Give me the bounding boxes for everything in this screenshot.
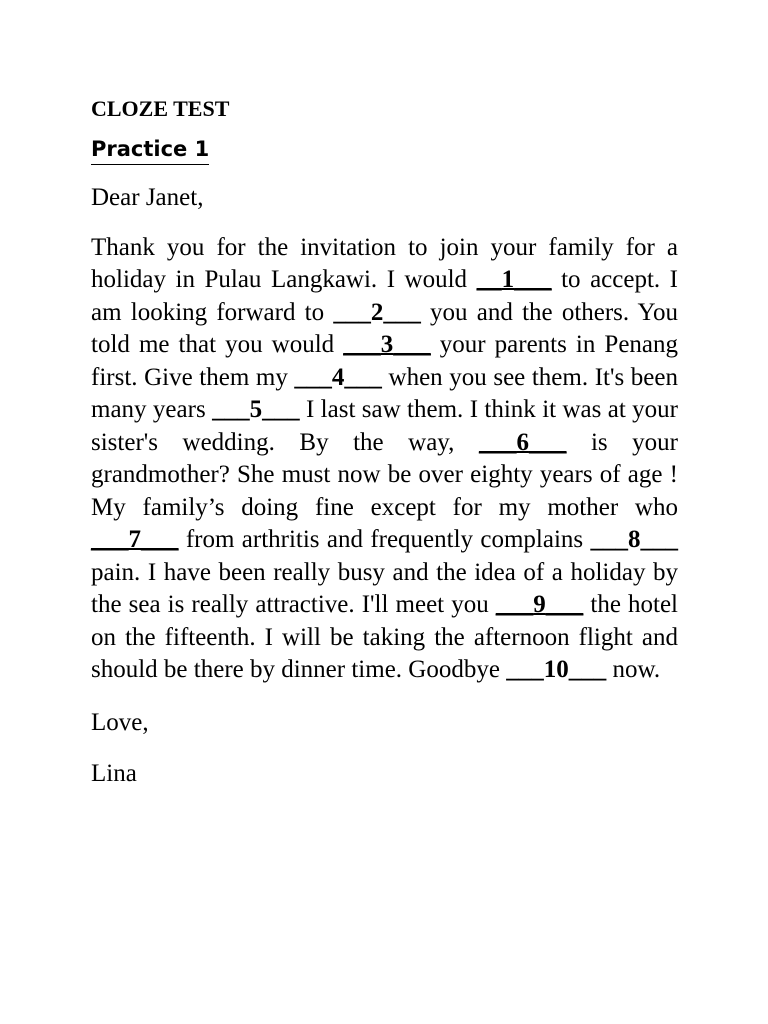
letter-text: Thank you for the invitation to join your family for a holiday in Pulau Langkawi. I would bbox=[91, 233, 678, 293]
letter-greeting: Dear Janet, bbox=[91, 184, 204, 211]
blank-number: 2 bbox=[370, 298, 384, 326]
blank-line: ___ bbox=[640, 526, 678, 553]
blank-number: 5 bbox=[249, 396, 263, 423]
letter-text: from arthritis and frequently complains bbox=[178, 526, 591, 553]
blank-line: ___ bbox=[91, 526, 129, 553]
blank-line: ___ bbox=[333, 298, 371, 326]
blank-10 bbox=[506, 656, 606, 683]
practice-heading: Practice 1 bbox=[91, 135, 209, 165]
letter-text: now. bbox=[606, 656, 661, 683]
blank-9 bbox=[496, 591, 584, 618]
blank-line: ___ bbox=[545, 591, 584, 618]
blank-line: ___ bbox=[528, 428, 567, 456]
blank-line: ___ bbox=[212, 396, 250, 423]
blank-3 bbox=[343, 331, 431, 358]
letter-text: I last saw them. I think it was at your sister's wedding. By the way, bbox=[91, 396, 678, 456]
blank-1 bbox=[477, 266, 552, 293]
blank-line: ___ bbox=[514, 266, 552, 293]
blank-line: ___ bbox=[478, 428, 517, 456]
blank-4 bbox=[294, 364, 382, 391]
blank-number: 9 bbox=[533, 591, 546, 618]
blank-line: ___ bbox=[568, 656, 607, 683]
blank-line: ___ bbox=[344, 363, 382, 391]
blank-line: ___ bbox=[343, 331, 381, 358]
blank-number: 8 bbox=[628, 526, 641, 553]
blank-6 bbox=[479, 429, 567, 456]
letter-text: your parents in Penang first. Give them my bbox=[91, 331, 679, 391]
blank-line: ___ bbox=[506, 656, 544, 683]
letter-signature: Lina bbox=[91, 760, 137, 787]
blank-8 bbox=[591, 526, 679, 553]
blank-5 bbox=[212, 396, 300, 423]
blank-number: 3 bbox=[380, 331, 394, 358]
blank-line: ___ bbox=[383, 298, 421, 326]
letter-text: when you see them. It's been many years bbox=[91, 363, 678, 423]
blank-number: 6 bbox=[516, 428, 529, 456]
letter-text: the hotel on the fifteenth. I will be taking the afternoon flight and should be there by dinner time. Goodbye bbox=[91, 591, 678, 683]
blank-number: 4 bbox=[331, 363, 345, 391]
blank-line: ___ bbox=[393, 331, 431, 358]
letter-closing: Love, bbox=[91, 708, 149, 736]
letter-paragraph bbox=[91, 232, 678, 687]
document-page bbox=[91, 94, 678, 791]
letter-text: pain. I have been really busy and the idea of a holiday by the sea is really attractive. I'll meet you bbox=[91, 558, 678, 618]
blank-number: 10 bbox=[543, 656, 569, 683]
blank-7 bbox=[91, 526, 179, 553]
blank-line: ___ bbox=[590, 526, 628, 553]
blank-number: 7 bbox=[128, 526, 141, 553]
blank-line: __ bbox=[476, 266, 502, 293]
blank-number: 1 bbox=[501, 266, 515, 293]
blank-line: ___ bbox=[294, 363, 332, 391]
document-title: CLOZE TEST bbox=[91, 96, 230, 121]
letter-text: to accept. I am looking forward to bbox=[91, 266, 679, 326]
blank-2 bbox=[333, 299, 421, 326]
blank-line: ___ bbox=[141, 526, 179, 553]
blank-line: ___ bbox=[495, 591, 534, 618]
letter-text: you and the others. You told me that you would bbox=[91, 298, 678, 358]
letter-text: is your grandmother? She must now be over eighty years of age ! My family’s doing fine except for my mother who bbox=[91, 428, 678, 521]
blank-line: ___ bbox=[262, 396, 300, 423]
